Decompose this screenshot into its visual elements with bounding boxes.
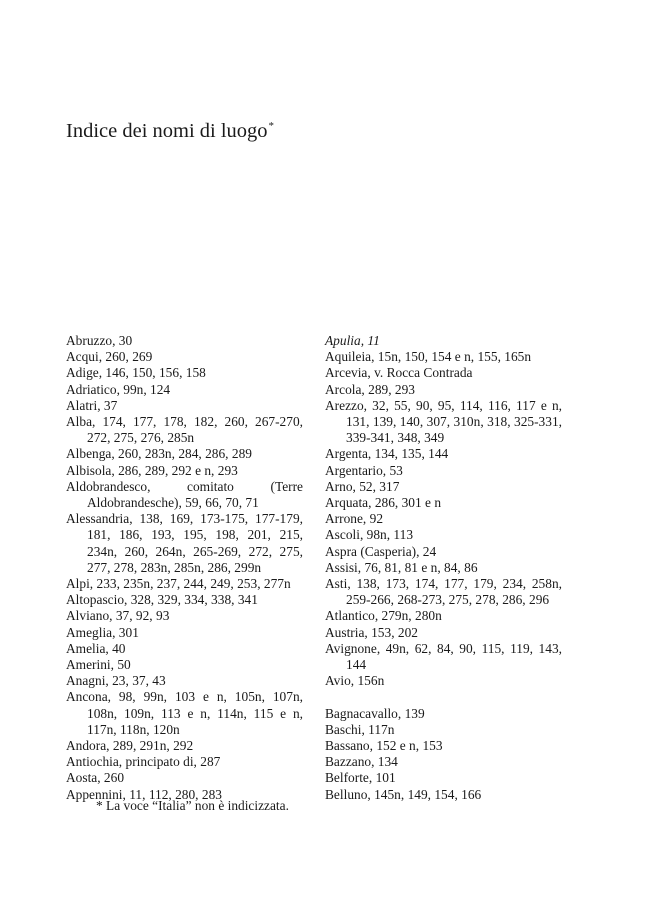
index-entry: Alviano, 37, 92, 93 [66, 608, 170, 624]
index-entry: Arquata, 286, 301 e n [325, 495, 442, 511]
page-title [66, 114, 274, 143]
index-entry: Belluno, 145n, 149, 154, 166 [325, 786, 482, 802]
index-entry: Avignone, 49n, 62, 84, 90, 115, 119, 143, 144 [325, 640, 562, 673]
index-entry: Amerini, 50 [66, 657, 131, 673]
index-entry: Anagni, 23, 37, 43 [66, 673, 166, 689]
index-entry: Acqui, 260, 269 [66, 349, 153, 365]
index-entry: Ancona, 98, 99n, 103 e n, 105n, 107n, 108n, 109n, 113 e n, 114n, 115 e n, 117n, 118n, 120n [66, 689, 303, 737]
index-entry: Atlantico, 279n, 280n [325, 608, 442, 624]
index-entry: Arcevia, v. Rocca Contrada [325, 365, 473, 381]
index-entry: Ameglia, 301 [66, 624, 139, 640]
index-entry: Alessandria, 138, 169, 173-175, 177-179, 181, 186, 193, 195, 198, 201, 215, 234n, 260, 264n, 265-269, 272, 275, 277, 278, 283n, 285n, 286, 299n [66, 511, 303, 575]
index-column-right [325, 333, 562, 803]
index-entry: Apulia, 11 [325, 333, 380, 348]
index-entry: Andora, 289, 291n, 292 [66, 738, 194, 754]
index-entry: Alatri, 37 [66, 397, 118, 413]
index-column-left [66, 333, 303, 803]
index-entry: Bassano, 152 e n, 153 [325, 738, 443, 754]
index-entry: Adriatico, 99n, 124 [66, 381, 171, 397]
section-gap [325, 689, 562, 705]
index-entry: Alpi, 233, 235n, 237, 244, 249, 253, 277n [66, 576, 291, 592]
index-entry: Altopascio, 328, 329, 334, 338, 341 [66, 592, 258, 608]
index-entry: Avio, 156n [325, 673, 385, 689]
index-entry: Aquileia, 15n, 150, 154 e n, 155, 165n [325, 349, 532, 365]
index-entry: Bazzano, 134 [325, 754, 398, 770]
index-entry: Amelia, 40 [66, 640, 126, 656]
index-entry: Assisi, 76, 81, 81 e n, 84, 86 [325, 559, 478, 575]
index-entry: Arcola, 289, 293 [325, 381, 415, 397]
index-entry: Alba, 174, 177, 178, 182, 260, 267-270, 272, 275, 276, 285n [66, 414, 303, 446]
index-entry: Arrone, 92 [325, 511, 384, 527]
index-entry: Antiochia, principato di, 287 [66, 754, 221, 770]
index-entry: Arno, 52, 317 [325, 478, 400, 494]
index-entry: Adige, 146, 150, 156, 158 [66, 365, 206, 381]
index-entry: Belforte, 101 [325, 770, 396, 786]
index-entry: Ascoli, 98n, 113 [325, 527, 414, 543]
index-entry: Abruzzo, 30 [66, 333, 133, 348]
index-entry: Aspra (Casperia), 24 [325, 543, 437, 559]
index-entry: Baschi, 117n [325, 721, 395, 737]
index-entry: Appennini, 11, 112, 280, 283 [66, 786, 222, 802]
index-entry: Asti, 138, 173, 174, 177, 179, 234, 258n, 259-266, 268-273, 275, 278, 286, 296 [325, 576, 562, 608]
index-entry: Albenga, 260, 283n, 284, 286, 289 [66, 446, 252, 462]
footnote: * La voce “Italia” non è indicizzata. [96, 798, 289, 813]
index-entry: Austria, 153, 202 [325, 624, 418, 640]
index-entry: Albisola, 286, 289, 292 e n, 293 [66, 462, 238, 478]
index-entry: Arezzo, 32, 55, 90, 95, 114, 116, 117 e n, 131, 139, 140, 307, 310n, 318, 325-331, 339-341, 348, 349 [325, 397, 562, 446]
index-entry: Bagnacavallo, 139 [325, 705, 425, 721]
index-entry: Argentario, 53 [325, 462, 403, 478]
index-entry: Aldobrandesco, comitato (Terre Aldobrandesche), 59, 66, 70, 71 [66, 478, 303, 511]
index-entry: Argenta, 134, 135, 144 [325, 446, 449, 462]
index-entry: Aosta, 260 [66, 770, 125, 786]
title-footnote-marker: * [268, 120, 275, 132]
page-title-text: Indice dei nomi di luogo [66, 120, 268, 142]
